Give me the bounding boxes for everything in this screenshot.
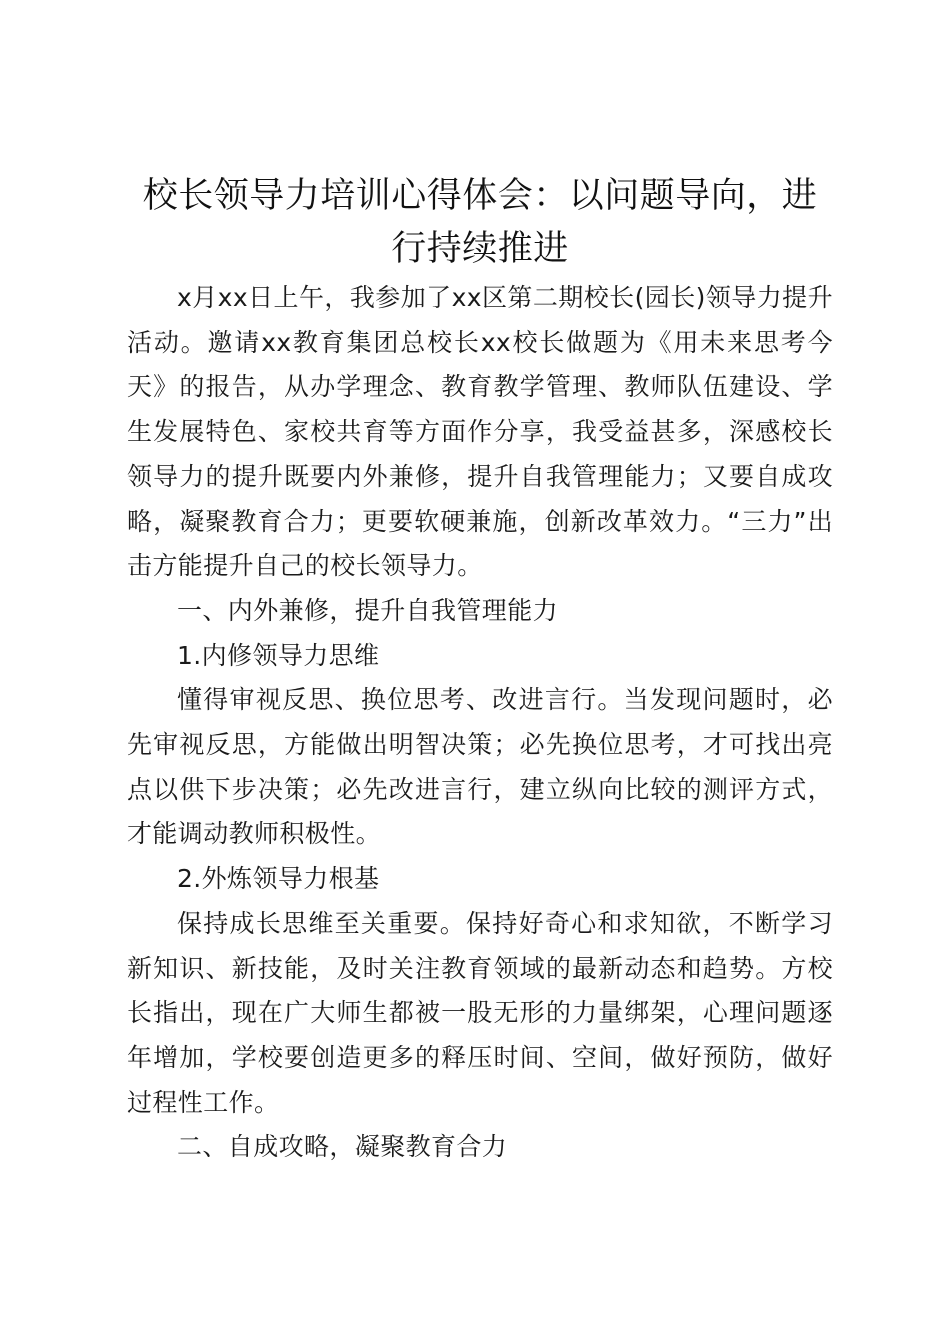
- subsection-heading-1-1: 1.内修领导力思维: [177, 640, 380, 670]
- subsection-heading-1-2: 2.外炼领导力根基: [177, 864, 380, 894]
- subsection-paragraph-1-1: 懂得审视反思、换位思考、改进言行。当发现问题时，必先审视反思，方能做出明智决策；必先换位思考，才可找出亮点以供下步决策；必先改进言行，建立纵向比较的测评方式，才能调动教师积极性。: [127, 685, 833, 849]
- document-body: [127, 170, 833, 1170]
- intro-paragraph: x月xx日上午，我参加了xx区第二期校长(园长)领导力提升活动。邀请xx教育集团总校长xx校长做题为《用未来思考今天》的报告，从办学理念、教育教学管理、教师队伍建设、学生发展特色、家校共育等方面作分享，我受益甚多，深感校长领导力的提升既要内外兼修，提升自我管理能力；又要自成攻略，凝聚教育合力；更要软硬兼施，创新改革效力。“三力”出击方能提升自己的校长领导力。: [127, 283, 833, 581]
- subsection-paragraph-1-2: 保持成长思维至关重要。保持好奇心和求知欲，不断学习新知识、新技能，及时关注教育领域的最新动态和趋势。方校长指出，现在广大师生都被一股无形的力量绑架，心理问题逐年增加，学校要创造更多的释压时间、空间，做好预防，做好过程性工作。: [127, 908, 833, 1117]
- section-heading-1: 一、内外兼修，提升自我管理能力: [177, 595, 559, 625]
- document-title: 校长领导力培训心得体会：以问题导向，进行持续推进: [142, 176, 818, 269]
- section-heading-2: 二、自成攻略，凝聚教育合力: [177, 1132, 508, 1162]
